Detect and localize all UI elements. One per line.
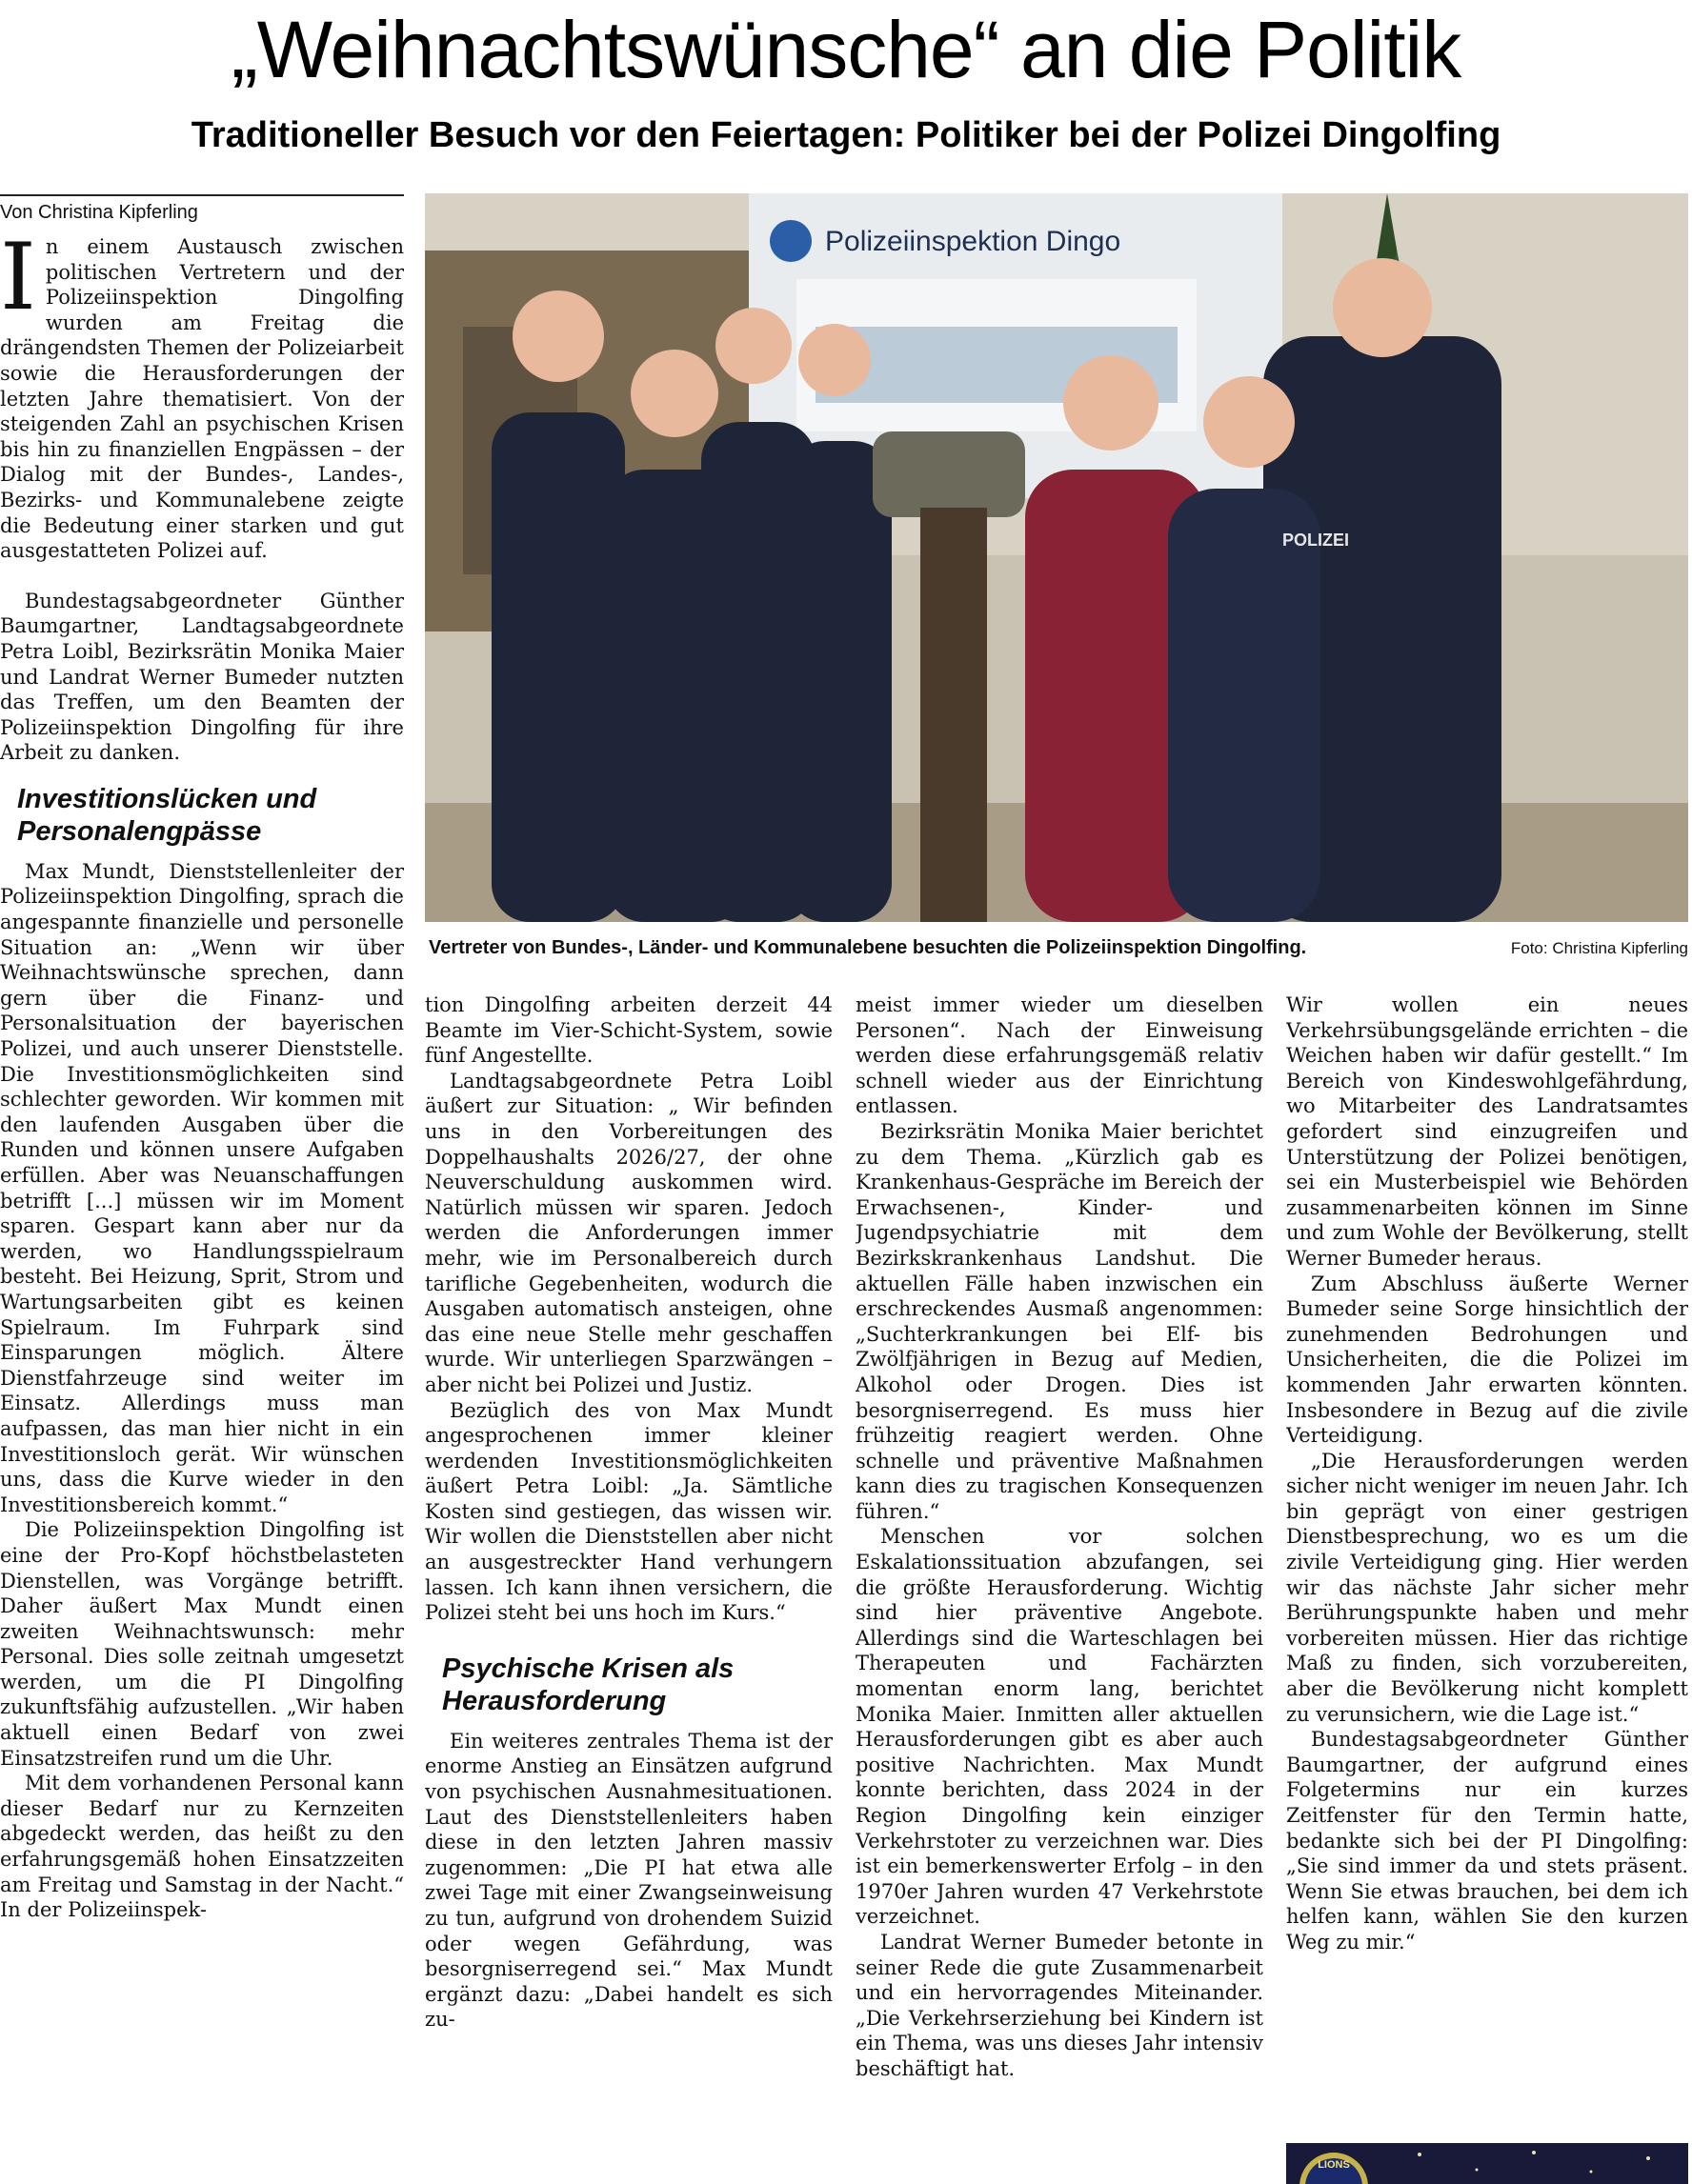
group-photo-illustration [425,193,1688,922]
section-heading: Investitionslücken und Personalengpässe [17,783,317,847]
paragraph: Mit dem vorhandenen Personal kann dieser Bedarf nur zu Kernzeiten abgedeckt werden, das heißt zu den erfahrungsgemäß hohen Einsatzzeiten am Freitag und Samstag in der Nacht.“ In der Polizeiinspek- [0,1772,404,1922]
paragraph: „Die Herausforderungen werden sicher nicht weniger im neuen Jahr. Ich bin geprägt von einer gestrigen Dienstbesprechung, wo es um die zivile Verteidigung ging. Hier werden wir das nächste Jahr sicher mehr Berührungspunkte haben und mehr vorbereiten müssen. Hier das richtige Maß zu finden, sich vorzubereiten, aber die Bevölkerung nicht komplett zu verunsichern, wie die Lage ist.“ [1286,1449,1688,1726]
paragraph: Zum Abschluss äußerte Werner Bumeder seine Sorge hinsichtlich der zunehmenden Bedrohungen und Unsicherheiten, die die Polizei im kommenden Jahr erwarten könnten. Insbesondere in Bezug auf die zivile Verteidigung. [1286,1272,1688,1448]
article-column-1 [0,200,404,2184]
section-heading: Psychische Krisen als Herausforderung [442,1653,735,1716]
paragraph: tion Dingolfing arbeiten derzeit 44 Beamte im Vier-Schicht-System, sowie fünf Angestellte. [425,993,833,1068]
lions-ad-graphic [1286,2143,1688,2184]
subheadline: Traditioneller Besuch vor den Feiertagen: Politiker bei der Polizei Dingolfing [191,115,1501,155]
article-column-3 [856,992,1263,2184]
paragraph: Landrat Werner Bumeder betonte in seiner Rede die gute Zusammenarbeit und ein hervorragendes Miteinander. „Die Verkehrserziehung bei Kindern ist ein Thema, was uns dieses Jahr intensiv beschäftigt hat. [856,1930,1263,2080]
photo-credit: Foto: Christina Kipferling [1510,939,1688,957]
article-column-4 [1286,992,1688,2132]
headline: „Weihnachtswünsche“ an die Politik [231,5,1461,94]
article-column-2 [425,992,833,2184]
sign-text: Polizeiinspektion Dingo [825,226,1121,257]
paragraph: meist immer wieder um dieselben Personen“. Nach der Einweisung werden diese erfahrungsgemäß relativ schnell wieder aus der Einrichtung entlassen. [856,993,1263,1118]
paragraph: Bundestagsabgeordneter Günther Baumgartner, Landtagsabgeordnete Petra Loibl, Bezirksrätin Monika Maier und Landrat Werner Bumeder nutzten das Treffen, um den Beamten der Polizeiinspektion Dingolfing für ihre Arbeit zu danken. [0,589,404,765]
drop-cap: I [0,224,36,331]
intro-paragraph: In einem Austausch zwischen politischen Vertretern und der Polizeiinspektion Dingolfing wurden am Freitag die drängendsten Themen der Polizeiarbeit sowie die Herausforderungen der letzten Jahre thematisiert. Von der steigenden Zahl an psychischen Krisen bis hin zu finanziellen Engpässen – der Dialog mit der Bundes-, Landes-, Bezirks- und Kommunalebene zeigte die Bedeutung einer starken und gut ausgestatteten Polizei auf. [0,224,404,563]
lions-advertisement [1286,2143,1688,2184]
paragraph: Ein weiteres zentrales Thema ist der enorme Anstieg an Einsätzen aufgrund von psychischen Ausnahmesituationen. Laut des Dienststellenleiters haben diese in den letzten Jahren massiv zugenommen: „Die PI hat etwa alle zwei Tage mit einer Zwangseinweisung zu tun, aufgrund von drohendem Suizid oder wegen Gefährdung, was besorgniserregend sei.“ Max Mundt ergänzt dazu: „Dabei handelt es sich zu- [425,1729,833,2032]
paragraph: Bezirksrätin Monika Maier berichtet zu dem Thema. „Kürzlich gab es Krankenhaus-Gespräche im Bereich der Erwachsenen-, Kinder- und Jugendpsychiatrie mit dem Bezirkskrankenhaus Landshut. Die aktuellen Fälle haben inzwischen ein erschreckendes Ausmaß angenommen: „Suchterkrankungen bei Elf- bis Zwölfjährigen in Bezug auf Medien, Alkohol oder Drogen. Dies ist besorgniserregend. Es muss hier frühzeitig reagiert werden. Ohne schnelle und präventive Maßnahmen kann dies zu tragischen Konsequenzen führen.“ [856,1119,1263,1523]
byline-divider [0,194,404,196]
paragraph: Landtagsabgeordnete Petra Loibl äußert zur Situation: „ Wir befinden uns in den Vorbereitungen des Doppelhaushalts 2026/27, der ohne Neuverschuldung auskommen wird. Natürlich müssen wir sparen. Jedoch werden die Anforderungen immer mehr, wie im Personalbereich durch tarifliche Gegebenheiten, wodurch die Ausgaben automatisch ansteigen, ohne das eine neue Stelle mehr geschaffen wurde. Wir unterliegen Sparzwängen – aber nicht bei Polizei und Justiz. [425,1069,833,1396]
paragraph: Menschen vor solchen Eskalationssituation abzufangen, sei die größte Herausforderung. Wichtig sind hier präventive Angebote. Allerdings sind die Warteschlagen bei Therapeuten und Fachärzten momentan enorm lang, berichtet Monika Maier. Inmitten aller aktuellen Herausforderungen gibt es aber auch positive Nachrichten. Max Mundt konnte berichten, dass 2024 in der Region Dingolfing kein einziger Verkehrstoter zu verzeichnen war. Dies ist ein bemerkenswerter Erfolg – in den 1970er Jahren wurden 47 Verkehrstote verzeichnet. [856,1525,1263,1929]
caption-text: Vertreter von Bundes-, Länder- und Kommunalebene besuchten die Polizeiinspektion Dingolfing. [429,937,1307,958]
article-photo [425,193,1688,922]
paragraph: Wir wollen ein neues Verkehrsübungsgelände errichten – die Weichen haben wir dafür gestellt.“ Im Bereich von Kindeswohlgefährdung, wo Mitarbeiter des Landratsamtes gefordert sind einzugreifen und Unterstützung der Polizei benötigen, sei ein Musterbeispiel wie Behörden zusammenarbeiten können im Sinne und zum Wohle der Bevölkerung, stellt Werner Bumeder heraus. [1286,993,1688,1270]
paragraph: Bezüglich des von Max Mundt angesprochenen immer kleiner werdenden Investitionsmöglichkeiten äußert Petra Loibl: „Ja. Sämtliche Kosten sind gestiegen, das wissen wir. Wir wollen die Dienststellen aber nicht an ausgestreckter Hand verhungern lassen. Ich kann ihnen versichern, die Polizei steht bei uns hoch im Kurs.“ [425,1398,833,1625]
byline: Von Christina Kipferling [0,202,198,223]
uniform-text: POLIZEI [1282,531,1350,550]
paragraph: Max Mundt, Dienststellenleiter der Polizeiinspektion Dingolfing, sprach die angespannte finanzielle und personelle Situation an: „Wenn wir über Weihnachtswünsche sprechen, dann gern über die Finanz- und Personalsituation der bayerischen Polizei, und auch unserer Dienststelle. Die Investitionsmöglichkeiten sind schlechter geworden. Wir kommen mit den laufenden Ausgaben über die Runden und können unsere Aufgaben erfüllen. Aber was Neuanschaffungen betrifft [...] müssen wir im Moment sparen. Gespart kann aber nur da werden, wo Handlungsspielraum besteht. Bei Heizung, Sprit, Strom und Wartungsarbeiten gibt es keinen Spielraum. Im Fuhrpark sind Einsparungen möglich. Ältere Dienstfahrzeuge sind weiter im Einsatz. Allerdings muss man aufpassen, das man hier nicht in ein Investitionsloch gerät. Wir wünschen uns, dass die Kurve wieder in den Investitionsbereich kommt.“ [0,859,404,1516]
paragraph: Die Polizeiinspektion Dingolfing ist eine der Pro-Kopf höchstbelasteten Dienstellen, was Vorgänge betrifft. Daher äußert Max Mundt einen zweiten Weihnachtswunsch: mehr Personal. Dies solle zeitnah umgesetzt werden, um die PI Dingolfing zukunftsfähig aufzustellen. „Wir haben aktuell einen Bedarf von zwei Einsatzstreifen rund um die Uhr. [0,1518,404,1770]
photo-caption [429,935,1688,960]
paragraph: Bundestagsabgeordneter Günther Baumgartner, der aufgrund eines Folgetermins nur ein kurzes Zeitfenster für den Termin hatte, bedankte sich bei der PI Dingolfing: „Sie sind immer da und stets präsent. Wenn Sie etwas brauchen, bei dem ich helfen kann, wählen Sie den kurzen Weg zu mir.“ [1286,1728,1688,1954]
lions-ad-label: LIONS [1318,2159,1350,2171]
